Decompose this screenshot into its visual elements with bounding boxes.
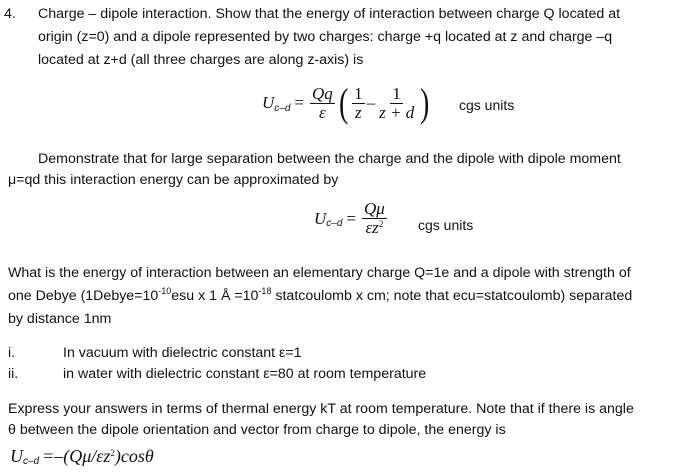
eq2-U: U xyxy=(314,208,327,228)
eq2-equals: = xyxy=(346,208,356,228)
eq1-subscript: c–d xyxy=(274,102,291,114)
question-line-2: one Debye ($1Debye=10^{-10}esu$ x 1 Å $=10^{-18}$ statcoulomb x cm; note that ecu=statcoulomb) separated xyxy=(8,286,633,304)
eq1-term1 xyxy=(352,85,365,122)
eq1-prefactor-den: ε xyxy=(319,102,326,122)
equation-angle-dependence xyxy=(10,446,154,467)
intro-line-1: Charge – dipole interaction. Show that the energy of interaction between charge Q located at xyxy=(38,6,621,22)
eq2-fraction xyxy=(362,200,387,237)
question-line-3: by distance 1nm xyxy=(8,311,112,327)
final-line-2: θ between the dipole orientation and vector from charge to dipole, the energy is xyxy=(8,422,506,438)
intro-line-2: origin (z=0) and a dipole represented by two charges: charge +q located at z and charge –q xyxy=(38,29,613,45)
eq1-term2 xyxy=(377,85,416,122)
item-i-label: i. xyxy=(8,345,16,361)
equation-charge-dipole-exact: U c–d = $\frac{Qq}{\varepsilon}$ ( $\frac{1}{z}$ – $\frac{1}{z + d}$ ) xyxy=(262,80,430,125)
eq2-num: Qμ xyxy=(364,199,385,218)
eq3-U: U xyxy=(10,446,23,466)
eq1-term1-num: 1 xyxy=(354,83,363,103)
eq1-equals: = xyxy=(294,93,304,112)
eq1-term2-num: 1 xyxy=(392,83,401,103)
final-line-1: Express your answers in terms of thermal energy kT at room temperature. Note that if there is angle xyxy=(8,401,634,417)
eq1-prefactor xyxy=(310,85,335,122)
item-ii-label: ii. xyxy=(8,366,19,382)
eq2-subscript: c–d xyxy=(326,218,343,229)
eq1-term2-den: z + d xyxy=(379,102,415,122)
eq1-term1-den: z xyxy=(355,102,362,122)
eq3-body: $=-(Q\mu/\varepsilon z^2)\cos\theta$ xyxy=(42,446,154,466)
item-ii-text: in water with dielectric constant ε=80 at room temperature xyxy=(63,366,427,382)
equation-charge-dipole-approx xyxy=(314,200,389,237)
eq1-U: U xyxy=(262,93,275,112)
intro-line-3: located at z+d (all three charges are along z-axis) is xyxy=(38,52,364,68)
eq2-den: $\varepsilon z^2$ xyxy=(365,218,384,237)
demo-line-2: μ=qd this interaction energy can be approximated by xyxy=(8,172,339,188)
problem-number: 4. xyxy=(4,6,16,22)
eq1-prefactor-num: Qq xyxy=(312,83,333,103)
item-i-text: In vacuum with dielectric constant ε=1 xyxy=(63,345,302,361)
demo-line-1: Demonstrate that for large separation between the charge and the dipole with dipole moment xyxy=(38,151,621,167)
eq1-units: cgs units xyxy=(459,97,515,113)
eq1-minus: – xyxy=(366,93,376,112)
eq2-units: cgs units xyxy=(418,217,474,233)
eq3-subscript: c–d xyxy=(23,456,40,467)
question-line-1: What is the energy of interaction between an elementary charge Q=1e and a dipole with strength of xyxy=(8,265,631,281)
